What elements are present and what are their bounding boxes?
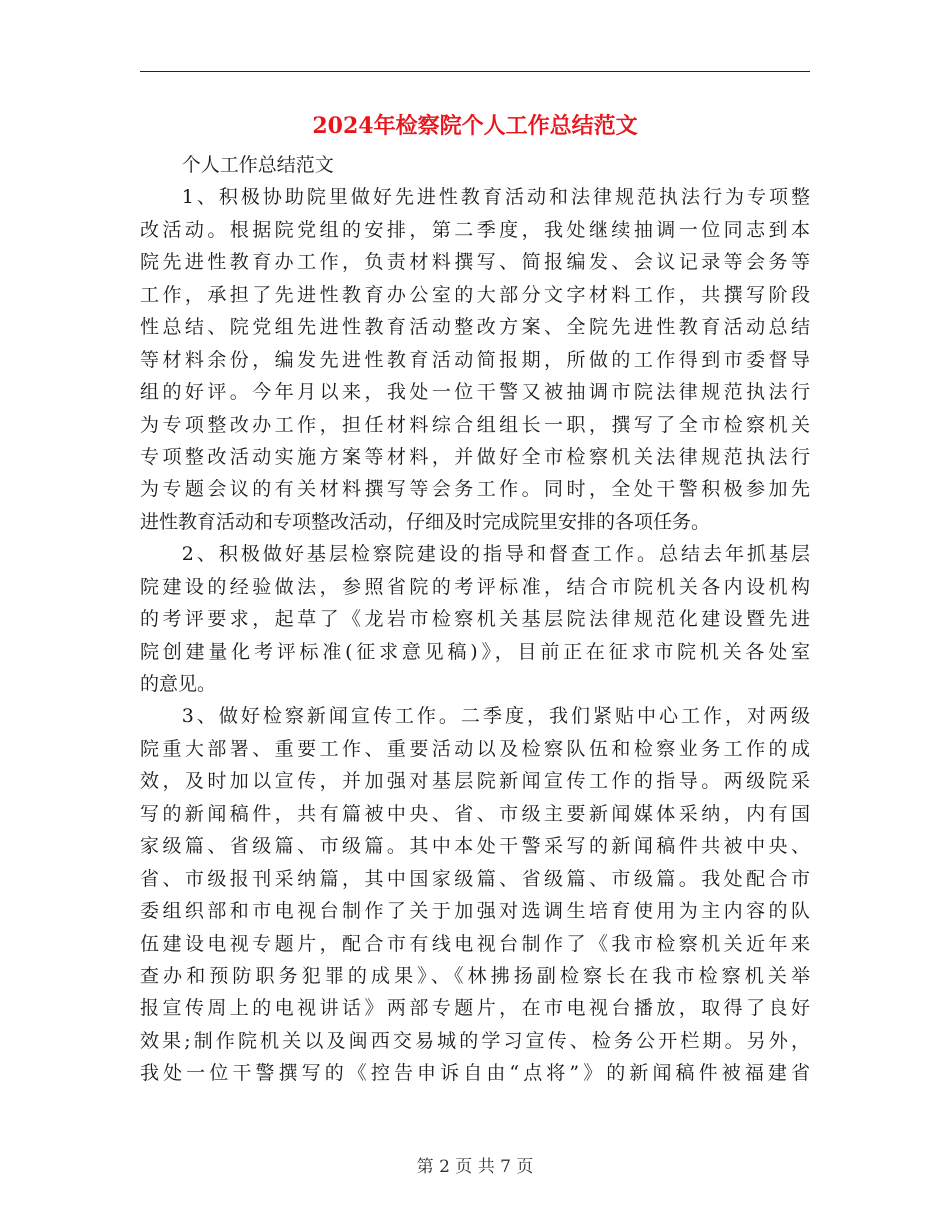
- text-line: 省、市级报刊采纳篇，其中国家级篇、省级篇、市级篇。我处配合市: [140, 867, 810, 890]
- text-line: 院建设的经验做法，参照省院的考评标准，结合市院机关各内设机构: [140, 575, 810, 598]
- text-line: 报宣传周上的电视讲话》两部专题片，在市电视台播放，取得了良好: [140, 997, 810, 1020]
- document-body: [140, 149, 810, 1090]
- document-title: 2024年检察院个人工作总结范文: [312, 113, 638, 139]
- text-line: 家级篇、省级篇、市级篇。其中本处干警采写的新闻稿件共被中央、: [140, 835, 810, 858]
- text-line: 专项整改活动实施方案等材料，并做好全市检察机关法律规范执法行: [140, 445, 810, 468]
- text-line: 写的新闻稿件，共有篇被中央、省、市级主要新闻媒体采纳，内有国: [140, 802, 810, 825]
- text-line: 伍建设电视专题片，配合市有线电视台制作了《我市检察机关近年来: [140, 932, 810, 955]
- text-line: 查办和预防职务犯罪的成果》、《林拂扬副检察长在我市检察机关举: [140, 964, 810, 987]
- text-line: 进性教育活动和专项整改活动，仔细及时完成院里安排的各项任务。: [140, 510, 711, 533]
- text-line: 等材料余份，编发先进性教育活动简报期，所做的工作得到市委督导: [140, 348, 810, 371]
- text-line: 组的好评。今年月以来，我处一位干警又被抽调市院法律规范执法行: [140, 381, 810, 404]
- page-footer: 第 2 页 共 7 页: [416, 1157, 534, 1177]
- text-line: 的考评要求，起草了《龙岩市检察机关基层院法律规范化建设暨先进: [140, 608, 810, 631]
- text-line: 为专题会议的有关材料撰写等会务工作。同时，全处干警积极参加先: [140, 478, 810, 501]
- text-line: 效果;制作院机关以及闽西交易城的学习宣传、检务公开栏期。另外，: [140, 1029, 810, 1052]
- text-line: 3、做好检察新闻宣传工作。二季度，我们紧贴中心工作，对两级: [181, 705, 810, 728]
- text-line: 效，及时加以宣传，并加强对基层院新闻宣传工作的指导。两级院采: [140, 770, 810, 793]
- text-line: 1、积极协助院里做好先进性教育活动和法律规范执法行为专项整: [181, 186, 810, 209]
- text-line: 2、积极做好基层检察院建设的指导和督查工作。总结去年抓基层: [181, 543, 810, 566]
- text-line: 性总结、院党组先进性教育活动整改方案、全院先进性教育活动总结: [140, 316, 810, 339]
- text-line: 工作，承担了先进性教育办公室的大部分文字材料工作，共撰写阶段: [140, 283, 810, 306]
- text-line: 为专项整改办工作，担任材料综合组组长一职，撰写了全市检察机关: [140, 413, 810, 436]
- text-line: 个人工作总结范文: [181, 154, 334, 176]
- text-line: 院重大部署、重要工作、重要活动以及检察队伍和检察业务工作的成: [140, 737, 810, 760]
- text-line: 院先进性教育办工作，负责材料撰写、简报编发、会议记录等会务等: [140, 251, 810, 274]
- text-line: 我处一位干警撰写的《控告申诉自由“点将”》的新闻稿件被福建省: [140, 1062, 810, 1085]
- text-line: 的意见。: [140, 673, 217, 695]
- header-rule: [140, 71, 810, 72]
- text-line: 委组织部和市电视台制作了关于加强对选调生培育使用为主内容的队: [140, 900, 810, 923]
- text-line: 院创建量化考评标准(征求意见稿)》，目前正在征求市院机关各处室: [140, 640, 810, 663]
- text-line: 改活动。根据院党组的安排，第二季度，我处继续抽调一位同志到本: [140, 218, 810, 241]
